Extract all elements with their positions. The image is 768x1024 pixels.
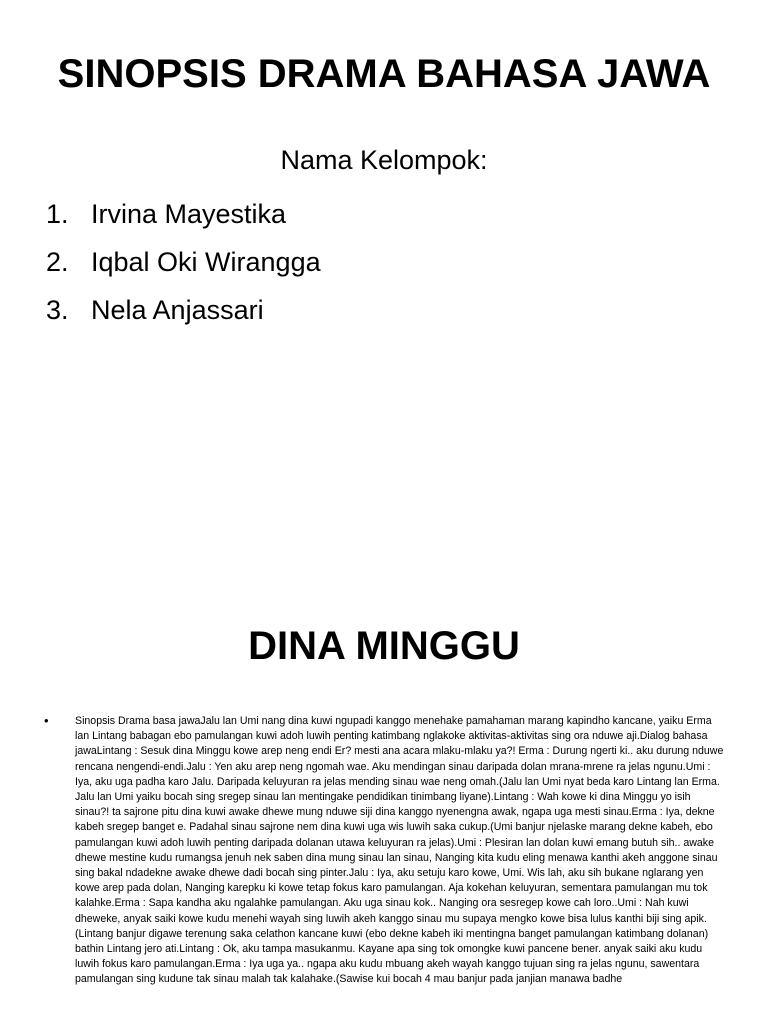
member-name: Iqbal Oki Wirangga [91, 247, 321, 277]
slide-title: SINOPSIS DRAMA BAHASA JAWA [57, 52, 711, 96]
member-name: Nela Anjassari [91, 295, 264, 325]
member-item [46, 190, 321, 238]
section-title: DINA MINGGU [248, 624, 520, 668]
member-number: 3. [46, 295, 69, 325]
group-label: Nama Kelompok: [280, 145, 488, 175]
content-slide [0, 560, 768, 1024]
member-item [46, 238, 321, 286]
member-number: 2. [46, 247, 69, 277]
member-item [46, 286, 321, 334]
synopsis-text: Sinopsis Drama basa jawaJalu lan Umi nang dina kuwi ngupadi kanggo menehake pamahaman marang kapindho kancane, yaiku Erma lan Lintang babagan ebo pamulangan kuwi adoh luwih penting katimbang nglakoke aktivitas-aktivitas sing ora nduwe aji.Dialog bahasa jawaLintang : Sesuk dina Minggu kowe arep neng endi Er? mesti ana acara mlaku-mlaku ya?! Erma : Durung ngerti ki.. aku durung nduwe rencana nengendi-endi.Jalu : Yen aku arep neng ngomah wae. Aku mendingan sinau daripada dolan mrana-mrene ra jelas ngunu.Umi : Iya, aku uga padha karo Jalu. Daripada keluyuran ra jelas mending sinau wae neng omah.(Jalu lan Umi nyat beda karo Lintang lan Erma. Jalu lan Umi yaiku bocah sing sregep sinau lan mentingake pendidikan tinimbang liyane).Lintang : Wah kowe ki dina Minggu yo isih sinau?! ta sajrone pitu dina kuwi awake dhewe mung nduwe siji dina kanggo nyenengna awak, ngapa uga mesti sinau.Erma : Iya, dekne kabeh sregep banget e. Padahal sinau sajrone nem dina kuwi uga wis luwih saka cukup.(Umi banjur njelaske marang dekne kabeh, ebo pamulangan kuwi adoh luwih penting daripada dolanan utawa keluyuran ra jelas).Umi : Plesiran lan dolan kuwi emang butuh sih.. awake dhewe mestine kudu rumangsa jenuh nek saben dina mung sinau lan sinau, Nanging kita kudu eling menawa kanthi akeh anggone sinau sing bakal ndadekne awake dhewe dadi bocah sing pinter.Jalu : Iya, aku setuju karo kowe, Umi. Wis lah, aku sih bukane nglarang yen kowe arep pada dolan, Nanging karepku ki kowe tetap fokus karo pamulangan. Aja kokehan keluyuran, sementara pamulangan mu tok kalahke.Erma : Sapa kandha aku ngalahke pamulangan. Aku uga sinau kok.. Nanging ora sesregep kowe cah loro..Umi : Nah kuwi dheweke, anyak saiki kowe kudu menehi wayah sing luwih akeh kanggo sinau mu supaya mengko kowe bisa lulus kanthi biji sing apik.(Lintang banjur digawe terenung saka celathon kancane kuwi (ebo dekne kabeh iki mentingna banget pamulangan katimbang dolanan) bathin Lintang jero ati.Lintang : Ok, aku tampa masukanmu. Kayane apa sing tok omongke kuwi pancene bener. anyak saiki aku kudu luwih fokus karo pamulangan.Erma : Iya uga ya.. ngapa aku kudu mbuang akeh wayah kanggo tujuan sing ra jelas ngunu, sawentara pamulangan sing kudune tak sinau malah tak kalahake.(Sawise kui bocah 4 mau banjur pada janjian manawa badhe [75, 715, 724, 986]
member-name: Irvina Mayestika [91, 199, 287, 229]
member-list [46, 190, 321, 334]
bullet-marker: • [44, 713, 49, 728]
member-number: 1. [46, 199, 69, 229]
